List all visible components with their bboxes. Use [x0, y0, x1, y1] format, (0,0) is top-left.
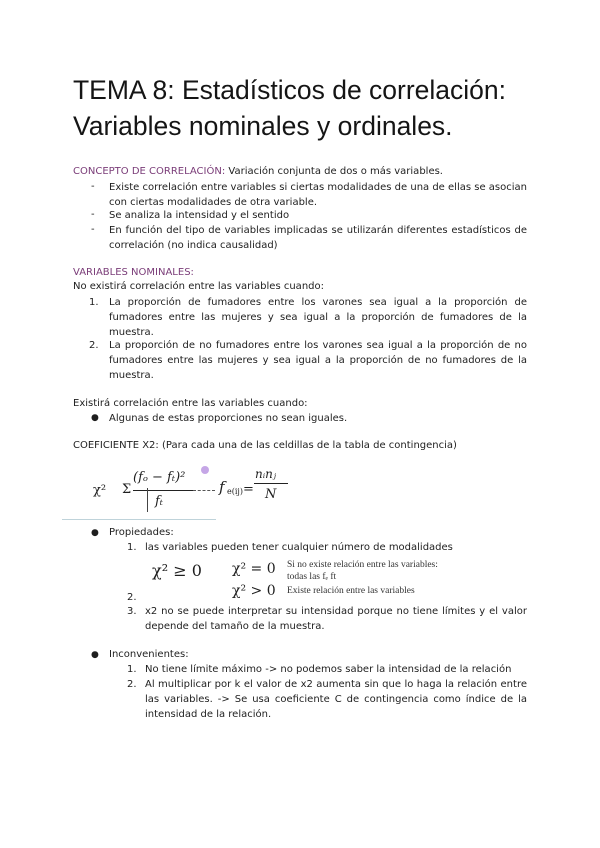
bullet-dot: ●: [91, 528, 99, 538]
nominales-intro: No existirá correlación entre las variables cuando:: [73, 281, 324, 292]
coeficiente-heading: COEFICIENTE X2: (Para cada una de las celdillas de la tabla de contingencia): [73, 440, 457, 451]
formula-fe-sub: e(ij): [227, 487, 244, 496]
formula-fe-den: N: [265, 487, 277, 502]
list-number: 2.: [89, 340, 99, 351]
formula-equals: =: [243, 482, 254, 497]
nominales-item-2: La proporción de no fumadores entre los varones sea igual a la proporción de no fumadores entre las mujeres y sea igual a la proporción de no fumadores de la muestra.: [109, 340, 527, 381]
existe-bullet: Algunas de estas proporciones no sean iguales.: [109, 413, 348, 424]
concepto-bullet-1: Existe correlación entre variables si ciertas modalidades de una de ellas se asocian con ciertas modalidades de otra variable.: [109, 182, 527, 208]
ineq-chi-ge-0: χ² ≥ 0: [152, 561, 202, 580]
bullet-dash: -: [91, 181, 95, 192]
fraction-line-2: [254, 483, 288, 484]
list-number: 1.: [127, 542, 137, 553]
bullet-dot: ●: [91, 413, 99, 423]
chi-eq-0: χ² = 0: [232, 561, 276, 577]
chi-gt-0: χ² > 0: [232, 583, 276, 599]
formula-numerator: (fₒ − fₜ)²: [133, 470, 186, 485]
list-number: 2.: [127, 679, 137, 690]
list-number: 1.: [89, 297, 99, 308]
formula-sigma: Σ: [122, 482, 132, 497]
purple-dot: [201, 466, 209, 474]
nominales-item-1: La proporción de fumadores entre los varones sea igual a la proporción de fumadores entre las mujeres y sea igual a la proporción de fumadores de la muestra.: [109, 297, 527, 338]
concepto-line: [73, 165, 533, 179]
gt0-text: Existe relación entre las variables: [287, 586, 415, 596]
list-number: 3.: [127, 606, 137, 617]
inconvenientes-label: Inconvenientes:: [109, 649, 189, 660]
eq0-text-2: todas las fₑ ft: [287, 572, 337, 582]
handwritten-stroke: [147, 488, 148, 512]
concepto-bullet-2: Se analiza la intensidad y el sentido: [109, 210, 290, 221]
formula-chi: χ²: [93, 483, 107, 498]
bullet-dash: -: [91, 209, 95, 220]
concepto-definition: Variación conjunta de dos o más variables.: [228, 166, 443, 177]
list-number: 2.: [127, 592, 137, 603]
inconvenientes-item-1: No tiene límite máximo -> no podemos saber la intensidad de la relación: [145, 664, 512, 675]
propiedades-item-1: las variables pueden tener cualquier número de modalidades: [145, 542, 453, 553]
propiedades-label: Propiedades:: [109, 527, 174, 538]
eq0-text-1: Si no existe relación entre las variables:: [287, 560, 438, 570]
inconvenientes-item-2: Al multiplicar por k el valor de x2 aumenta sin que lo haga la relación entre las variables. -> Se usa coeficiente C de contingencia como índice de la intensidad de la relación.: [145, 679, 527, 720]
formula-fe-num: nᵢnⱼ: [255, 467, 277, 481]
propiedades-item-3: x2 no se puede interpretar su intensidad porque no tiene límites y el valor depende del tamaño de la muestra.: [145, 606, 527, 632]
concepto-bullet-3: En función del tipo de variables implicadas se utilizarán diferentes estadísticos de correlación (no indica causalidad): [109, 225, 527, 251]
nominales-heading: VARIABLES NOMINALES:: [73, 267, 194, 278]
bullet-dash: -: [91, 224, 95, 235]
existe-intro: Existirá correlación entre las variables cuando:: [73, 398, 308, 409]
list-number: 1.: [127, 664, 137, 675]
formula-denominator: fₜ: [155, 494, 164, 509]
page-title: TEMA 8: Estadísticos de correlación: Variables nominales y ordinales.: [73, 75, 507, 141]
concepto-heading: CONCEPTO DE CORRELACIÓN:: [73, 166, 226, 177]
fraction-line: [133, 490, 193, 491]
formula-fe: f: [219, 478, 225, 496]
dashed-connector: [193, 490, 215, 491]
formula-underline: [62, 519, 216, 520]
bullet-dot: ●: [91, 650, 99, 660]
